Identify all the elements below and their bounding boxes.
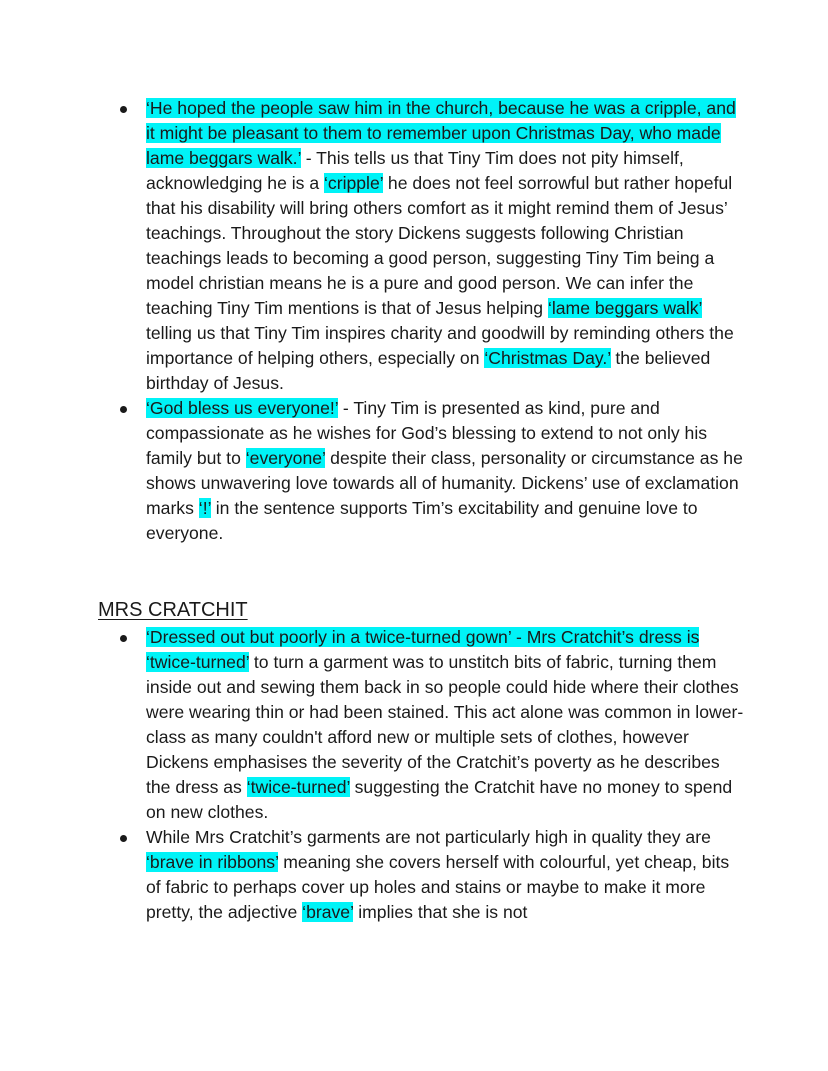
bullet-item: [146, 625, 746, 825]
body-text: to turn a garment was to unstitch bits of fabric, turning them inside out and sewing them back in so people could hide where their clothes were wearing thin or had been stained. This act alone was common in lower-class as many couldn't afford new or multiple sets of clothes, however Dickens emphasises the severity of the Cratchit’s poverty as he describes the dress as: [146, 652, 744, 797]
body-text: suggesting the Cratchit have no money to spend on new clothes.: [146, 777, 733, 822]
body-text: despite their class, personality or circumstance as he shows unwavering love towards all of humanity. Dickens’ use of exclamation marks: [146, 448, 743, 518]
body-text: he does not feel sorrowful but rather hopeful that his disability will bring others comfort as it might remind them of Jesus’ teachings. Throughout the story Dickens suggests following Christian teachings leads to becoming a good person, suggesting Tiny Tim being a model christian means he is a pure and good person. We can infer the teaching Tiny Tim mentions is that of Jesus helping: [146, 173, 733, 318]
bullet-icon: [120, 406, 127, 413]
body-text: telling us that Tiny Tim inspires charity and goodwill by reminding others the importance of helping others, especially on: [146, 323, 734, 368]
quote-highlight: ‘God bless us everyone!’: [146, 398, 339, 418]
bullet-icon: [120, 835, 127, 842]
quote-highlight: ‘twice-turned’: [246, 777, 350, 797]
body-text: While Mrs Cratchit’s garments are not particularly high in quality they are: [146, 827, 711, 847]
quote-highlight: ‘cripple’: [324, 173, 384, 193]
quote-highlight: ‘everyone’: [245, 448, 326, 468]
quote-highlight: ‘Dressed out but poorly in a twice-turned gown’ - Mrs Cratchit’s dress is ‘twice-turned’: [146, 627, 700, 672]
body-text: - This tells us that Tiny Tim does not pity himself, acknowledging he is a: [146, 148, 684, 193]
mrs-cratchit-bullet-list: [146, 625, 746, 925]
bullet-item: [146, 96, 746, 396]
quote-highlight: ‘lame beggars walk’: [547, 298, 702, 318]
tiny-tim-bullet-list: [146, 96, 746, 546]
bullet-item: [146, 825, 746, 925]
body-text: meaning she covers herself with colourful, yet cheap, bits of fabric to perhaps cover up holes and stains or maybe to make it more pretty, the adjective: [146, 852, 730, 922]
quote-highlight: ‘Christmas Day.’: [484, 348, 611, 368]
body-text: in the sentence supports Tim’s excitability and genuine love to everyone.: [146, 498, 698, 543]
body-text: the believed birthday of Jesus.: [146, 348, 711, 393]
section-heading-mrs-cratchit: MRS CRATCHIT: [98, 599, 248, 621]
quote-highlight: ‘He hoped the people saw him in the church, because he was a cripple, and it might be pleasant to them to remember upon Christmas Day, who made lame beggars walk.’: [146, 98, 736, 168]
quote-highlight: ‘!’: [198, 498, 211, 518]
bullet-icon: [120, 635, 127, 642]
quote-highlight: ‘brave’: [302, 902, 354, 922]
bullet-icon: [120, 106, 127, 113]
body-text: - Tiny Tim is presented as kind, pure and compassionate as he wishes for God’s blessing to extend to not only his family but to: [146, 398, 708, 468]
body-text: implies that she is not: [353, 902, 528, 922]
bullet-item: [146, 396, 746, 546]
quote-highlight: ‘brave in ribbons’: [146, 852, 279, 872]
